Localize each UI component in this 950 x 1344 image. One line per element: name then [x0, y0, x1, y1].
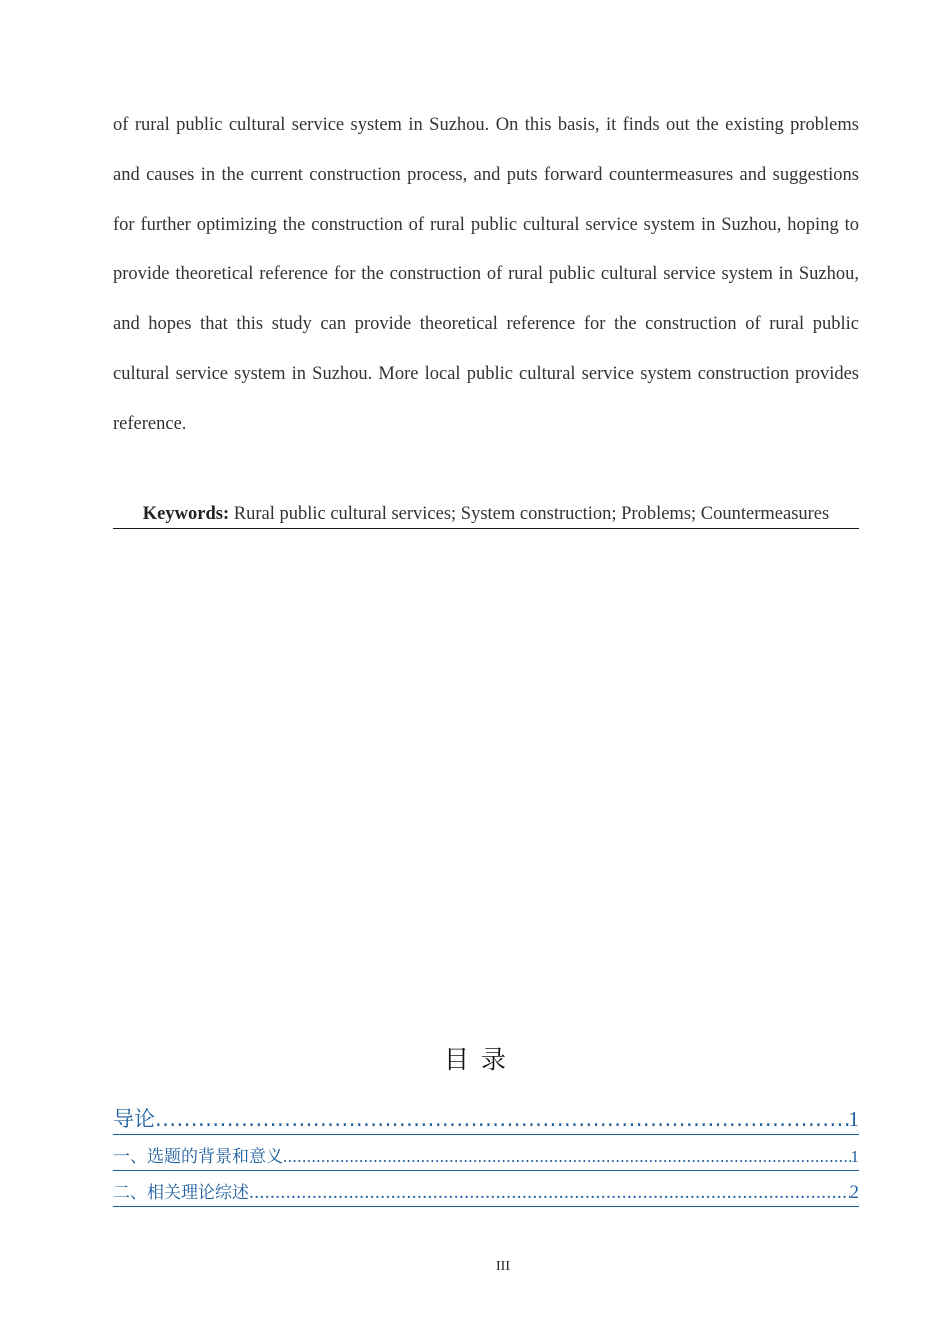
toc-leader-dots [155, 1104, 849, 1134]
toc-entry-introduction[interactable] [113, 1104, 859, 1135]
toc-entry-label: 二、相关理论综述 [113, 1183, 249, 1203]
toc-entry-theory-review[interactable] [113, 1180, 859, 1207]
keywords-line [113, 500, 859, 529]
abstract-paragraph: of rural public cultural service system in Suzhou. On this basis, it finds out the existing problems and causes in the current construction process, and puts forward countermeasures and suggestions for further optimizing the construction of rural public cultural service system in Suzhou, hoping to provide theoretical reference for the construction of rural public cultural service system in Suzhou, and hopes that this study can provide theoretical reference for the construction of rural public cultural service system in Suzhou. More local public cultural service system construction provides reference. [113, 115, 859, 434]
keywords-label: Keywords: [142, 504, 230, 524]
toc-title: 目录 [443, 1045, 518, 1074]
toc-page-number: 1 [850, 1147, 859, 1166]
page-number: III [496, 1259, 510, 1274]
toc-page-number: 2 [849, 1182, 859, 1203]
toc-entry-background[interactable] [113, 1144, 859, 1171]
toc-page-number: 1 [848, 1107, 859, 1131]
toc-leader-dots [283, 1144, 851, 1170]
keywords-text: Rural public cultural services; System construction; Problems; Countermeasures [233, 504, 830, 524]
toc-leader-dots [249, 1180, 850, 1206]
toc-entry-label: 一、选题的背景和意义 [113, 1147, 283, 1167]
toc-entry-label: 导论 [113, 1107, 155, 1131]
